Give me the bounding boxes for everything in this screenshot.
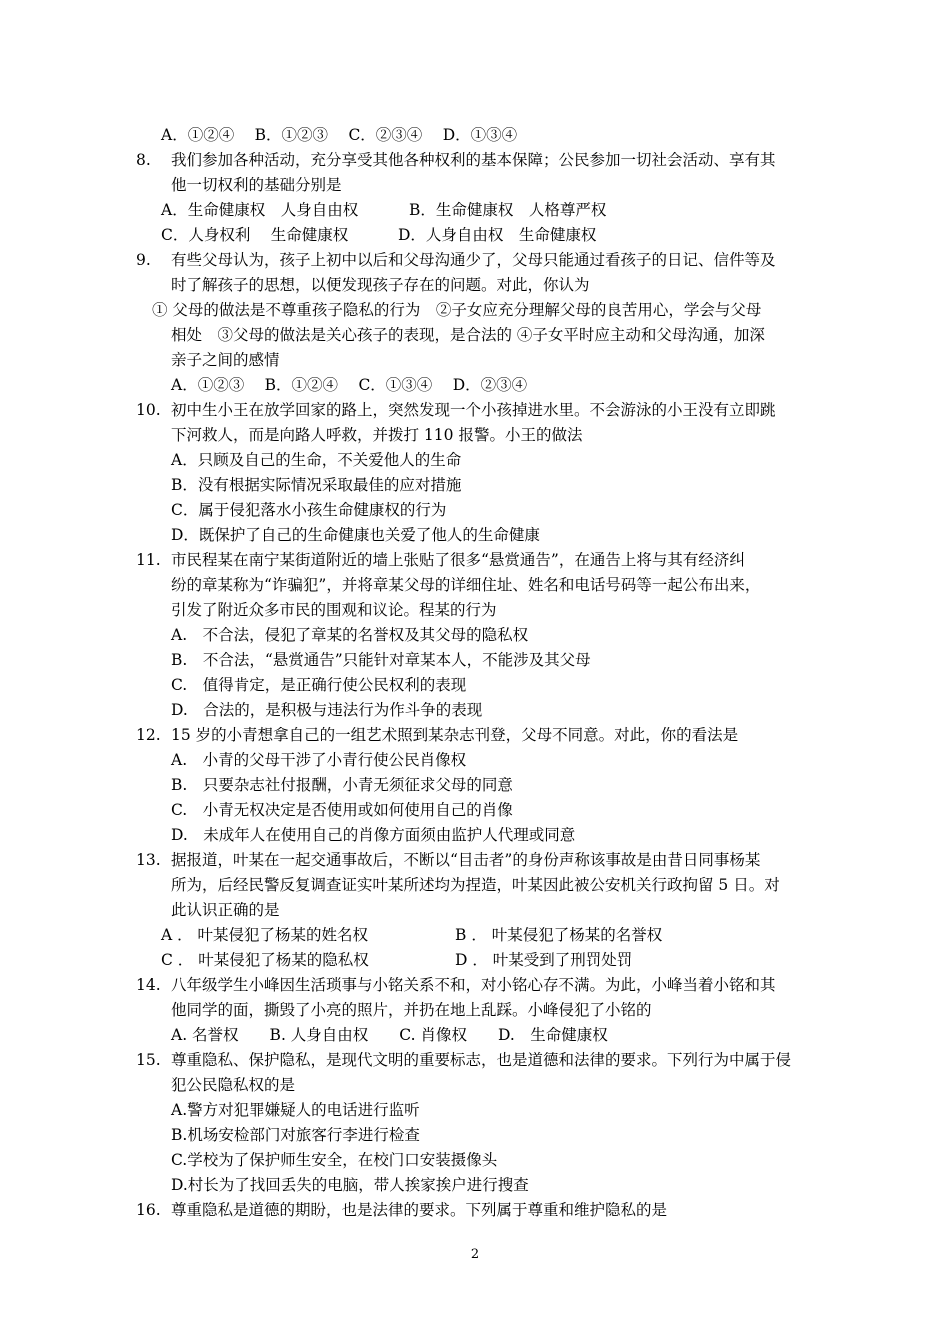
q12-number: 12.: [136, 726, 161, 744]
q12-option-a: A. 小青的父母干涉了小青行使公民肖像权: [171, 751, 467, 769]
q9-options: A．①②③ B．①②④ C．①③④ D．②③④: [171, 376, 528, 394]
q11-option-d: D. 合法的，是积极与违法行为作斗争的表现: [171, 701, 483, 719]
q13-text-line-2: 所为，后经民警反复调查证实叶某所述均为捏造，叶某因此被公安机关行政拘留 5 日。对: [171, 876, 780, 894]
q9-text-line-5: 亲子之间的感情: [171, 351, 280, 369]
q12-option-c: C. 小青无权决定是否使用或如何使用自己的肖像: [171, 801, 513, 819]
q8-number: 8.: [136, 151, 151, 169]
q8-text-line-1: 我们参加各种活动，充分享受其他各种权利的基本保障；公民参加一切社会活动、享有其: [171, 151, 776, 169]
q10-option-c: C．属于侵犯落水小孩生命健康权的行为: [171, 501, 447, 519]
q13-option-a: A ． 叶某侵犯了杨某的姓名权: [161, 926, 369, 944]
q8-option-a: A．生命健康权 人身自由权: [161, 201, 359, 219]
q15-option-a: A.警方对犯罪嫌疑人的电话进行监听: [171, 1101, 420, 1119]
q10-number: 10.: [136, 401, 161, 419]
q15-text-line-2: 犯公民隐私权的是: [171, 1076, 296, 1094]
q16-text-line-1: 尊重隐私是道德的期盼，也是法律的要求。下列属于尊重和维护隐私的是: [171, 1201, 668, 1219]
q8-option-b: B．生命健康权 人格尊严权: [409, 201, 607, 219]
q11-text-line-1: 市民程某在南宁某街道附近的墙上张贴了很多“悬赏通告”，在通告上将与其有经济纠: [171, 551, 745, 569]
q13-option-c: C ． 叶某侵犯了杨某的隐私权: [161, 951, 369, 969]
q8-option-c: C．人身权利 生命健康权: [161, 226, 349, 244]
q10-option-d: D．既保护了自己的生命健康也关爱了他人的生命健康: [171, 526, 540, 544]
q13-option-b: B ． 叶某侵犯了杨某的名誉权: [455, 926, 663, 944]
q15-option-d: D.村长为了找回丢失的电脑，带人挨家挨户进行搜查: [171, 1176, 529, 1194]
q10-option-b: B．没有根据实际情况采取最佳的应对措施: [171, 476, 462, 494]
q7-options: A．①②④ B．①②③ C．②③④ D．①③④: [161, 126, 518, 144]
q12-text-line-1: 15 岁的小青想拿自己的一组艺术照到某杂志刊登，父母不同意。对此，你的看法是: [171, 726, 739, 744]
q13-option-d: D ． 叶某受到了刑罚处罚: [455, 951, 633, 969]
q9-number: 9.: [136, 251, 151, 269]
q11-option-a: A. 不合法，侵犯了章某的名誉权及其父母的隐私权: [171, 626, 529, 644]
q14-number: 14.: [136, 976, 161, 994]
page-number: 2: [470, 1247, 480, 1262]
q8-text-line-2: 他一切权利的基础分别是: [171, 176, 342, 194]
q13-text-line-3: 此认识正确的是: [171, 901, 280, 919]
q9-text-line-1: 有些父母认为，孩子上初中以后和父母沟通少了，父母只能通过看孩子的日记、信件等及: [171, 251, 776, 269]
q13-number: 13.: [136, 851, 161, 869]
q9-text-line-2: 时了解孩子的思想，以便发现孩子存在的问题。对此，你认为: [171, 276, 590, 294]
q11-text-line-3: 引发了附近众多市民的围观和议论。程某的行为: [171, 601, 497, 619]
q15-text-line-1: 尊重隐私、保护隐私，是现代文明的重要标志，也是道德和法律的要求。下列行为中属于侵: [171, 1051, 792, 1069]
q12-option-d: D. 未成年人在使用自己的肖像方面须由监护人代理或同意: [171, 826, 576, 844]
q16-number: 16.: [136, 1201, 161, 1219]
q14-text-line-1: 八年级学生小峰因生活琐事与小铭关系不和，对小铭心存不满。为此，小峰当着小铭和其: [171, 976, 776, 994]
q15-option-b: B.机场安检部门对旅客行李进行检查: [171, 1126, 420, 1144]
q9-text-line-4: 相处 ③父母的做法是关心孩子的表现，是合法的 ④子女平时应主动和父母沟通，加深: [171, 326, 765, 344]
q11-text-line-2: 纷的章某称为“诈骗犯”，并将章某父母的详细住址、姓名和电话号码等一起公布出来，: [171, 576, 761, 594]
q13-text-line-1: 据报道，叶某在一起交通事故后，不断以“目击者”的身份声称该事故是由昔日同事杨某: [171, 851, 761, 869]
q11-option-c: C. 值得肯定，是正确行使公民权利的表现: [171, 676, 467, 694]
q14-options: A. 名誉权 B. 人身自由权 C. 肖像权 D. 生命健康权: [171, 1026, 608, 1044]
q11-number: 11.: [136, 551, 161, 569]
q10-option-a: A．只顾及自己的生命，不关爱他人的生命: [171, 451, 462, 469]
q8-option-d: D．人身自由权 生命健康权: [398, 226, 597, 244]
q12-option-b: B. 只要杂志社付报酬，小青无须征求父母的同意: [171, 776, 513, 794]
q14-text-line-2: 他同学的面，撕毁了小亮的照片，并扔在地上乱踩。小峰侵犯了小铭的: [171, 1001, 652, 1019]
q10-text-line-1: 初中生小王在放学回家的路上，突然发现一个小孩掉进水里。不会游泳的小王没有立即跳: [171, 401, 776, 419]
q15-option-c: C.学校为了保护师生安全，在校门口安装摄像头: [171, 1151, 498, 1169]
q11-option-b: B. 不合法，“悬赏通告”只能针对章某本人，不能涉及其父母: [171, 651, 591, 669]
q9-text-line-3: ① 父母的做法是不尊重孩子隐私的行为 ②子女应充分理解父母的良苦用心，学会与父母: [152, 301, 762, 319]
q10-text-line-2: 下河救人，而是向路人呼救，并拨打 110 报警。小王的做法: [171, 426, 583, 444]
q15-number: 15.: [136, 1051, 161, 1069]
